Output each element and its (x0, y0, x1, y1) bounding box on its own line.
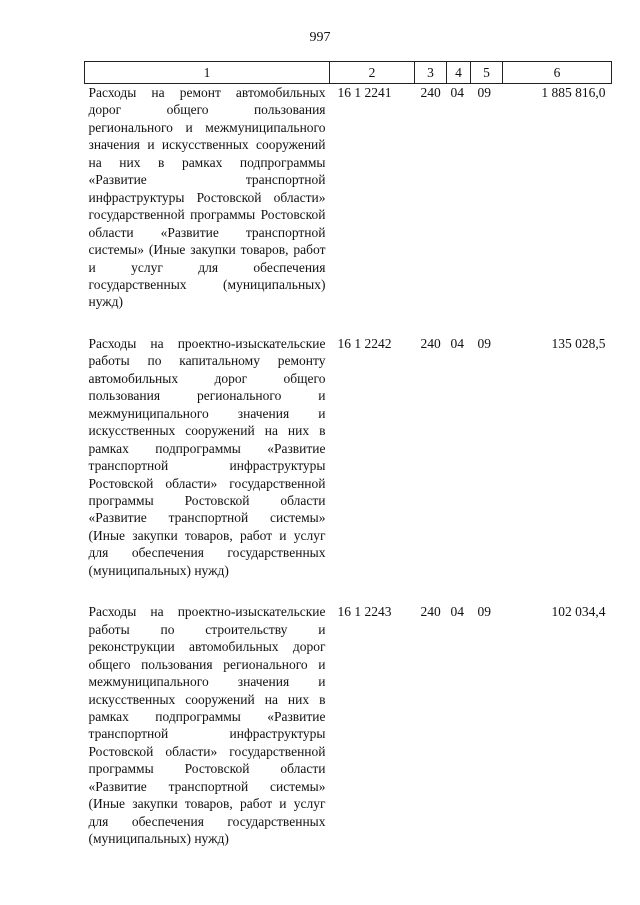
table-header-row (85, 62, 612, 84)
column-header-2: 2 (330, 62, 415, 84)
column-header-3: 3 (415, 62, 447, 84)
subsection-code: 09 (477, 85, 491, 100)
section-code: 04 (450, 85, 464, 100)
expense-type-code: 240 (420, 85, 441, 100)
table-row (85, 335, 612, 603)
page-number: 997 (309, 30, 331, 45)
expense-type-code: 240 (420, 604, 441, 620)
target-code: 16 1 2241 (337, 85, 392, 100)
target-code: 16 1 2243 (337, 604, 392, 620)
column-header-6: 6 (503, 62, 612, 84)
expense-description: Расходы на проектно-изыскательские работы по капитальному ремонту автомобильных дорог общего пользования регионального и межмуниципального значения и искусственных сооружений на них в рамках подпрограммы «Развитие транспортной инфраструктуры Ростовской области» государственной программы Ростовской области «Развитие транспортной системы» (Иные закупки товаров, работ и услуг для обеспечения государственных (муниципальных) нужд) (88, 335, 326, 578)
expense-description: Расходы на проектно-изыскательские работы по строительству и реконструкции автомобильных дорог общего пользования регионального и межмуниципального значения и искусственных сооружений на них в рамках подпрограммы «Развитие транспортной инфраструктуры Ростовской области» государственной программы Ростовской области «Развитие транспортной системы» (Иные закупки товаров, работ и услуг для обеспечения государственных (муниципальных) нужд) (88, 604, 326, 847)
subsection-code: 09 (477, 604, 491, 620)
column-header-4: 4 (447, 62, 471, 84)
section-code: 04 (450, 604, 464, 620)
table-row (85, 84, 612, 335)
amount: 1 885 816,0 (541, 85, 606, 100)
column-header-1: 1 (85, 62, 330, 84)
amount: 102 034,4 (551, 604, 606, 620)
budget-table (84, 61, 612, 872)
expense-type-code: 240 (420, 335, 441, 351)
column-header-5: 5 (471, 62, 503, 84)
section-code: 04 (450, 335, 464, 351)
subsection-code: 09 (477, 335, 491, 351)
table-row (85, 603, 612, 871)
expense-description: Расходы на ремонт автомобильных дорог общего пользования регионального и межмуниципального значения и искусственных сооружений на них в рамках подпрограммы «Развитие транспортной инфраструктуры Ростовской области» государственной программы Ростовской области «Развитие транспортной системы» (Иные закупки товаров, работ и услуг для обеспечения государственных (муниципальных) нужд) (88, 85, 326, 310)
target-code: 16 1 2242 (337, 335, 392, 351)
amount: 135 028,5 (551, 335, 606, 351)
